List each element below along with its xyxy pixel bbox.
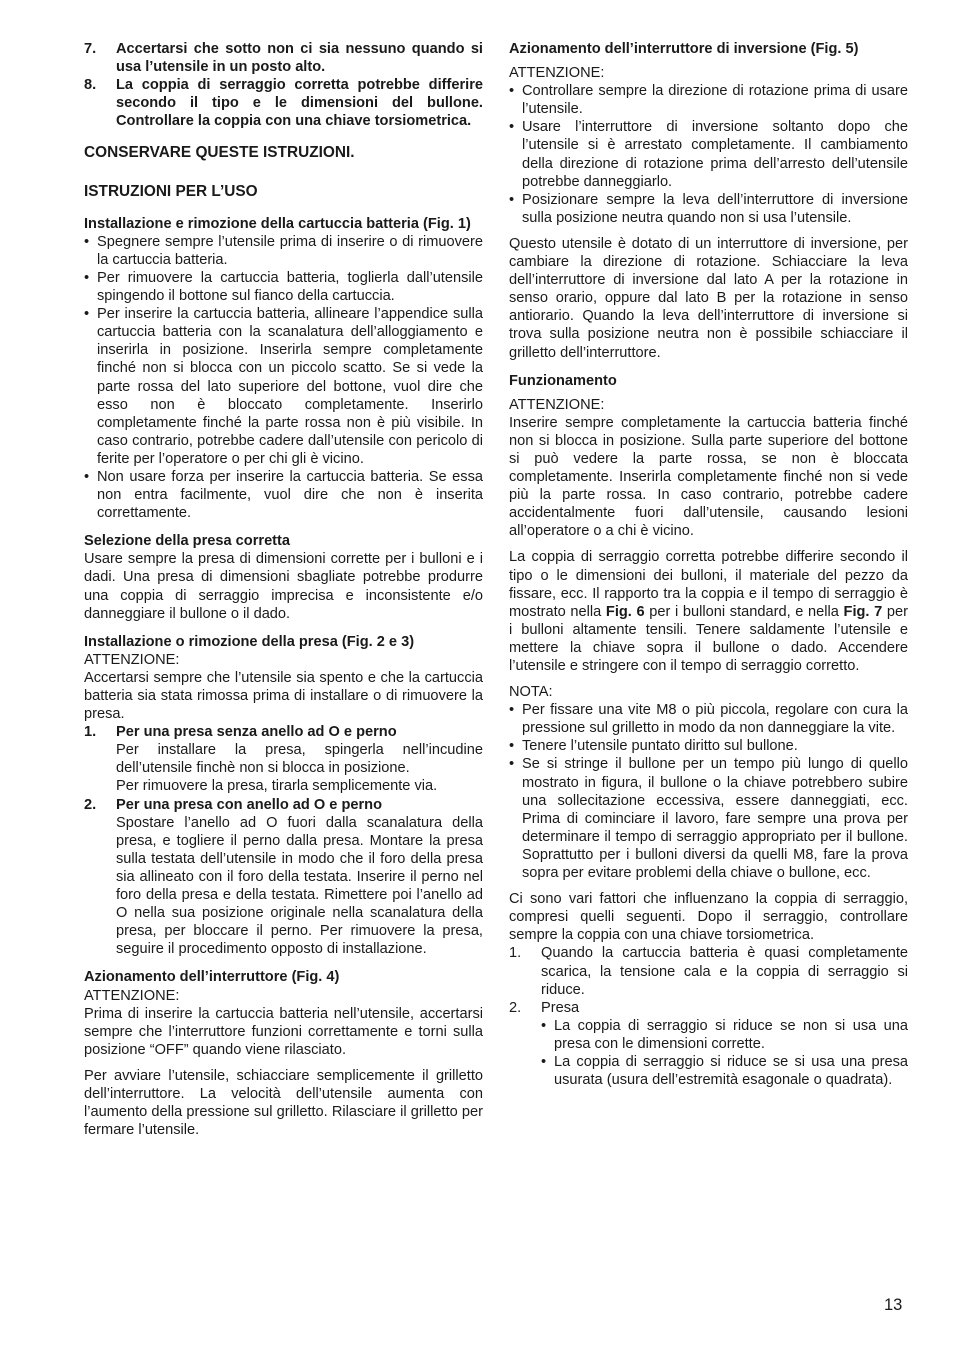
list-item bbox=[509, 944, 908, 998]
step-title: Per una presa con anello ad O e perno bbox=[116, 796, 383, 813]
item-number: 7. bbox=[84, 41, 97, 57]
caution-label: ATTENZIONE: bbox=[84, 987, 180, 1004]
list-item bbox=[84, 40, 483, 76]
keep-instructions-heading: CONSERVARE QUESTE ISTRUZIONI. bbox=[84, 144, 355, 162]
socket-install-steps bbox=[84, 723, 483, 958]
torque-text: per i bulloni altamente tensili. Tenere saldamente l’utensile e mettere la chiave sopra il bullone o dado. Accendere l’utensile e stringere con il tempo di serraggio corretto. bbox=[509, 603, 909, 674]
item-number: 2. bbox=[509, 999, 522, 1016]
caution-label: ATTENZIONE: bbox=[84, 651, 180, 668]
operation-heading: Funzionamento bbox=[509, 372, 617, 389]
note-label: NOTA: bbox=[509, 684, 553, 701]
step-title: Per una presa senza anello ad O e perno bbox=[116, 724, 397, 741]
caution-label: ATTENZIONE: bbox=[509, 396, 605, 413]
caution-label: ATTENZIONE: bbox=[509, 65, 605, 82]
list-item: • Per fissare una vite M8 o più piccola, regolare con cura la pressione sul grilletto in modo da non danneggiare la vite. bbox=[509, 701, 908, 737]
list-item bbox=[84, 796, 483, 959]
list-item: • La coppia di serraggio si riduce se non si usa una presa con le dimensioni corrette. bbox=[541, 1017, 908, 1053]
battery-bullets bbox=[84, 233, 483, 523]
reverse-switch-heading: Azionamento dell’interruttore di inversione (Fig. 5) bbox=[509, 41, 859, 57]
left-column bbox=[84, 40, 483, 1147]
usage-instructions-title: ISTRUZIONI PER L’USO bbox=[84, 182, 258, 200]
item-text: Quando la cartuccia batteria è quasi completamente scarica, la tensione cala e la coppia di serraggio si riduce. bbox=[541, 945, 908, 998]
list-item bbox=[84, 723, 483, 795]
reverse-body: Questo utensile è dotato di un interruttore di inversione, per cambiare la direzione di rotazione. Schiacciare la leva dell’interruttore di inversione dal lato A per la rotazione in senso orario, oppure dal lato B per la rotazione in senso antiorario. Quando la leva dell’interruttore di inversione si trova sulla posizione neutra non è possibile schiacciare il grilletto dell’interruttore. bbox=[509, 235, 908, 361]
list-item: • Tenere l’utensile puntato diritto sul bullone. bbox=[509, 737, 908, 755]
page-number: 13 bbox=[884, 1296, 903, 1314]
caution-body: Inserire sempre completamente la cartuccia batteria finché non si blocca in posizione. Sulla parte superiore del bottone si può vedere la parte rossa, se non è bloccata completamente. Inserirla completamente finché non si vede più la parte rossa. In caso contrario, potrebbe cadere accidentalmente fuori dall’utensile, causando lesioni all’operatore o a chi è vicino. bbox=[509, 414, 908, 540]
list-item: • La coppia di serraggio si riduce se si usa una presa usurata (usura dell’estremità esagonale o quadrata). bbox=[541, 1053, 908, 1089]
list-item: • Controllare sempre la direzione di rotazione prima di usare l’utensile. bbox=[509, 82, 908, 118]
item-text: La coppia di serraggio corretta potrebbe differire secondo il tipo e le dimensioni del bullone. Controllare la coppia con una chiave torsiometrica. bbox=[116, 77, 483, 130]
item-number: 1. bbox=[84, 724, 97, 741]
switch-heading: Azionamento dell’interruttore (Fig. 4) bbox=[84, 969, 340, 986]
torque-text: La coppia di serraggio corretta potrebbe differire secondo il tipo o le dimensioni dei bulloni, il materiale del pezzo da fissare, ecc. Il rapporto tra la coppia e il tempo di serraggio è mostrato nella bbox=[509, 549, 908, 620]
list-item: • Non usare forza per inserire la cartuccia batteria. Se essa non entra facilmente, vuol dire che non è inserita correttamente. bbox=[84, 468, 483, 522]
list-item: • Posizionare sempre la leva dell’interruttore di inversione sulla posizione neutra quando non si usa l’utensile. bbox=[509, 191, 908, 227]
item-text: Accertarsi che sotto non ci sia nessuno quando si usa l’utensile in un posto alto. bbox=[116, 41, 483, 76]
list-item: • Per rimuovere la cartuccia batteria, toglierla dall’utensile spingendo il bottone sul fianco della cartuccia. bbox=[84, 269, 483, 305]
list-item: • Se si stringe il bullone per un tempo più lungo di quello mostrato in figura, il bullone o la chiave potrebbero subire una sollecitazione eccessiva, essere danneggiati, ecc. Prima di cominciare il lavoro, fare sempre una prova per determinare il tempo di serraggio appropriato per il bullone. Soprattutto per i bulloni diversi da quelli M8, fare la prova sopra per evitare problemi della chiave o bullone, ecc. bbox=[509, 755, 908, 882]
item-number: 1. bbox=[509, 945, 522, 962]
socket-install-heading: Installazione o rimozione della presa (Fig. 2 e 3) bbox=[84, 633, 415, 650]
socket-selection-heading: Selezione della presa corretta bbox=[84, 533, 291, 550]
torque-paragraph bbox=[509, 548, 908, 675]
factors-paragraph: Ci sono vari fattori che influenzano la coppia di serraggio, compresi quelli seguenti. Dopo il serraggio, controllare sempre la coppia con una chiave torsiometrica. bbox=[509, 891, 908, 944]
step-body-2: Per rimuovere la presa, tirarla semplicemente via. bbox=[116, 778, 438, 795]
step-body: Spostare l’anello ad O fuori dalla scanalatura della presa, e togliere il perno dalla presa. Montare la presa sulla testata dell’utensile in modo che il foro della presa sia allineato con il foro della testata. Inserire il perno nel foro della presa e della testata. Rimettere poi l’anello ad O nella sua posizione originale nella scanalatura della presa, per bloccare il perno. Per rimuovere la presa, seguire il procedimento opposto di installazione. bbox=[116, 814, 483, 958]
fig-6-ref: Fig. 6 bbox=[605, 603, 645, 620]
fig-7-ref: Fig. 7 bbox=[843, 603, 883, 620]
factor-list bbox=[509, 944, 908, 1089]
battery-heading: Installazione e rimozione della cartuccia batteria (Fig. 1) bbox=[84, 215, 471, 232]
right-column bbox=[509, 40, 908, 1097]
list-item: • Usare l’interruttore di inversione soltanto dopo che l’utensile si è arrestato completamente. Il cambiamento della direzione di rotazione prima dell’arresto dell’utensile potrebbe danneggiarlo. bbox=[509, 118, 908, 190]
switch-body: Per avviare l’utensile, schiacciare semplicemente il grilletto dell’interruttore. La velocità dell’utensile aumenta con l’aumento della pressione sul grilletto. Rilasciare il grilletto per fermare l’utensile. bbox=[84, 1067, 483, 1139]
presa-bullets bbox=[541, 1017, 908, 1089]
caution-body: Prima di inserire la cartuccia batteria nell’utensile, accertarsi sempre che l’interruttore funzioni correttamente e torni sulla posizione “OFF” quando viene rilasciato. bbox=[84, 1005, 483, 1058]
socket-selection-body: Usare sempre la presa di dimensioni corrette per i bulloni e i dadi. Una presa di dimensioni sbagliate potrebbe produrre una coppia di serraggio imprecisa e inconsistente e/o danneggiare il bullone o il dado. bbox=[84, 551, 483, 622]
item-number: 2. bbox=[84, 796, 97, 813]
list-item: • Per inserire la cartuccia batteria, allineare l’appendice sulla cartuccia batteria con la scanalatura dell’alloggiamento e inserirla in posizione. Inserirla sempre completamente finché non si blocca con un piccolo scatto. Se si vede la parte rossa del lato superiore del bottone, vuol dire che esso non è bloccato completamente. Inserirlo completamente finché la parte rossa non è più visibile. In caso contrario, potrebbe cadere dall’utensile con pericolo di ferite per l’operatore o per chi gli è vicino. bbox=[84, 305, 483, 468]
torque-text: per i bulloni standard, e nella bbox=[644, 603, 844, 620]
note-bullets bbox=[509, 701, 908, 882]
list-item bbox=[509, 999, 908, 1089]
list-item bbox=[84, 76, 483, 130]
caution-body: Accertarsi sempre che l’utensile sia spento e che la cartuccia batteria sia stata rimossa prima di installare o di rimuovere la presa. bbox=[84, 669, 483, 723]
item-number: 8. bbox=[84, 77, 97, 94]
safety-list bbox=[84, 40, 483, 130]
step-body: Per installare la presa, spingerla nell’incudine dell’utensile finchè non si blocca in posizione. bbox=[116, 742, 483, 777]
item-text: Presa bbox=[541, 999, 580, 1016]
list-item: • Spegnere sempre l’utensile prima di inserire o di rimuovere la cartuccia batteria. bbox=[84, 233, 483, 269]
reverse-bullets bbox=[509, 82, 908, 227]
